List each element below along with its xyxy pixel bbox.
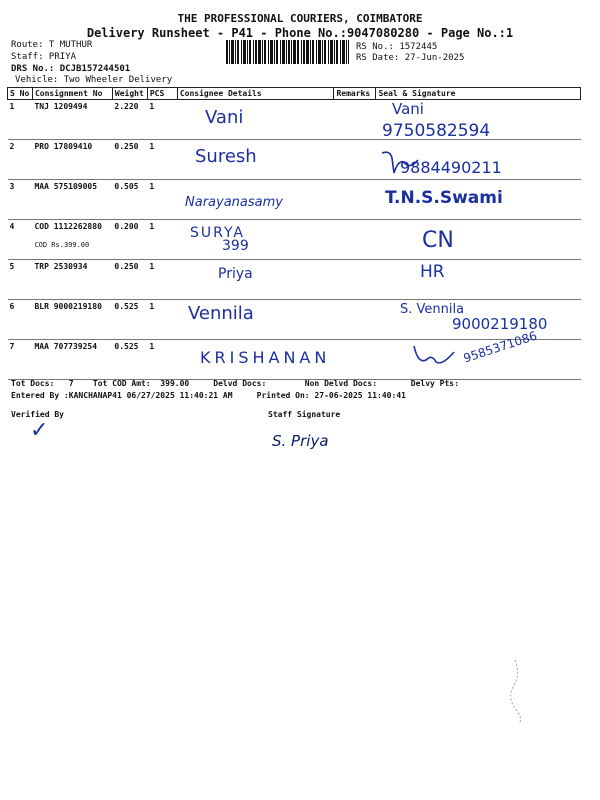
- verified-check-mark: ✓: [30, 418, 49, 443]
- cell-weight: 0.250: [112, 140, 147, 180]
- cell-remarks: [334, 220, 376, 260]
- faint-scribble-mark: [495, 655, 535, 725]
- cell-consignee: [177, 260, 334, 300]
- cell-seal: [376, 220, 581, 260]
- rs-date: RS Date: 27-Jun-2025: [356, 53, 465, 63]
- cell-weight: 2.220: [112, 100, 147, 140]
- cell-pcs: 1: [147, 220, 177, 260]
- handwritten-consignee: Priya: [218, 266, 253, 282]
- header-remarks: Remarks: [334, 88, 376, 100]
- table-header-row: [8, 88, 581, 100]
- handwritten-consignee: Vennila: [188, 303, 254, 324]
- handwritten-seal-phone: 9585371086: [461, 328, 539, 366]
- handwritten-seal: CN: [422, 228, 454, 253]
- header-seal-signature: Seal & Signature: [376, 88, 581, 100]
- company-title: THE PROFESSIONAL COURIERS, COIMBATORE: [177, 12, 423, 25]
- cell-sno: 5: [8, 260, 33, 300]
- cell-weight: 0.525: [112, 300, 147, 340]
- header-weight: Weight: [112, 88, 147, 100]
- cell-weight: 0.525: [112, 340, 147, 380]
- verified-by-label: Verified By: [11, 410, 64, 419]
- staff-signature: S. Priya: [272, 432, 329, 450]
- totals-line: Tot Docs: 7 Tot COD Amt: 399.00 Delvd Docs: Non Delvd Docs: Delvy Pts:: [11, 379, 459, 388]
- consignment-number: COD 1112262880: [34, 222, 102, 231]
- header-consignment: Consignment No: [32, 88, 112, 100]
- table-row: [8, 100, 581, 140]
- cell-consignment: BLR 9000219180: [32, 300, 112, 340]
- staff-signature-label: Staff Signature: [268, 410, 341, 419]
- handwritten-seal: T.N.S.Swami: [385, 188, 503, 208]
- handwritten-signature-scribble: [380, 148, 420, 178]
- header-pcs: PCS: [147, 88, 177, 100]
- cell-remarks: [334, 300, 376, 340]
- cell-pcs: 1: [147, 300, 177, 340]
- vehicle-label: Vehicle: Two Wheeler Delivery: [15, 75, 173, 85]
- cell-pcs: 1: [147, 260, 177, 300]
- handwritten-consignee-amount: 399: [222, 238, 249, 254]
- cell-seal: [376, 260, 581, 300]
- cell-sno: 2: [8, 140, 33, 180]
- cell-sno: 6: [8, 300, 33, 340]
- cell-consignment: TNJ 1209494: [32, 100, 112, 140]
- cell-remarks: [334, 340, 376, 380]
- cell-consignment: MAA 707739254: [32, 340, 112, 380]
- cell-consignment: MAA 575109005: [32, 180, 112, 220]
- cell-consignment: [32, 220, 112, 260]
- handwritten-consignee: Narayanasamy: [185, 195, 283, 210]
- handwritten-consignee: Vani: [205, 107, 244, 128]
- runsheet-subtitle: Delivery Runsheet - P41 - Phone No.:9047080280 - Page No.:1: [86, 26, 514, 40]
- handwritten-consignee: KRISHANAN: [200, 348, 331, 367]
- handwritten-signature-scribble: [410, 340, 460, 370]
- handwritten-seal: S. Vennila: [400, 302, 465, 317]
- cell-sno: 7: [8, 340, 33, 380]
- handwritten-seal-phone: 9750582594: [382, 121, 491, 141]
- barcode-image: [226, 40, 349, 64]
- table-row: [8, 220, 581, 260]
- route-label: Route: T MUTHUR: [11, 40, 93, 50]
- drs-number: DRS No.: DCJB157244501: [11, 64, 131, 74]
- runsheet-table: [7, 87, 581, 380]
- cell-remarks: [334, 100, 376, 140]
- cell-weight: 0.250: [112, 260, 147, 300]
- cell-remarks: [334, 180, 376, 220]
- cell-remarks: [334, 140, 376, 180]
- rs-number: RS No.: 1572445: [356, 42, 438, 52]
- cell-sno: 3: [8, 180, 33, 220]
- table-row: [8, 260, 581, 300]
- cell-pcs: 1: [147, 340, 177, 380]
- cell-consignee: [177, 100, 334, 140]
- staff-label: Staff: PRIYA: [11, 52, 77, 62]
- cell-pcs: 1: [147, 180, 177, 220]
- cell-weight: 0.200: [112, 220, 147, 260]
- handwritten-seal: Vani: [392, 100, 424, 118]
- handwritten-consignee: SURYA: [190, 225, 246, 241]
- cell-sno: 1: [8, 100, 33, 140]
- handwritten-seal: HR: [420, 262, 445, 282]
- header-sno: S No: [8, 88, 33, 100]
- cell-remarks: [334, 260, 376, 300]
- handwritten-consignee: Suresh: [195, 146, 257, 167]
- entered-by-line: Entered By :KANCHANAP41 06/27/2025 11:40:21 AM Printed On: 27-06-2025 11:40:41: [11, 391, 406, 400]
- handwritten-seal: 9884490211: [400, 158, 502, 177]
- cell-pcs: 1: [147, 140, 177, 180]
- cell-sno: 4: [8, 220, 33, 260]
- cell-consignment: PRO 17809410: [32, 140, 112, 180]
- header-consignee: Consignee Details: [177, 88, 334, 100]
- cod-amount: COD Rs.399.00: [34, 241, 90, 249]
- cell-consignment: TRP 2530934: [32, 260, 112, 300]
- handwritten-seal-phone: 9000219180: [452, 315, 548, 333]
- cell-pcs: 1: [147, 100, 177, 140]
- cell-weight: 0.505: [112, 180, 147, 220]
